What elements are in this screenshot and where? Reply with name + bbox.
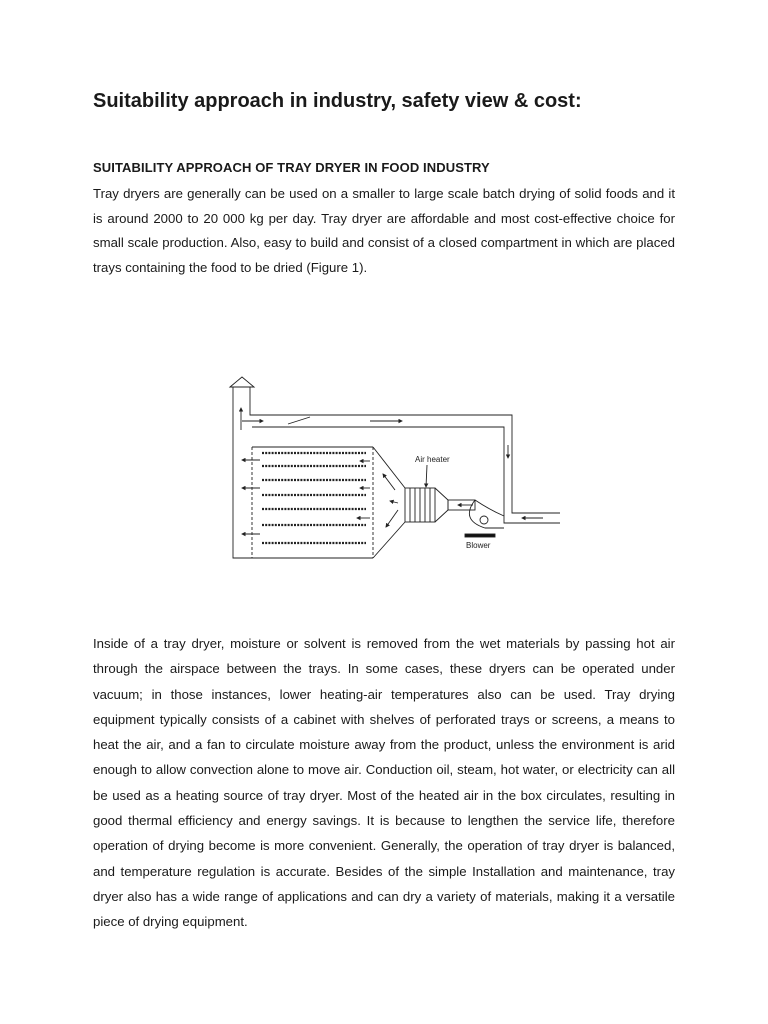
page-title: Suitability approach in industry, safety view & cost: [93,90,582,112]
description-paragraph: Inside of a tray dryer, moisture or solvent is removed from the wet materials by passing hot air through the airspace between the trays. In some cases, these dryers can be operated under vacuum; in those instances, lower heating-air temperatures also can be used. Tray drying equipment typically consists of a cabinet with shelves of perforated trays or screens, a means to heat the air, and a fan to circulate moisture away from the product, unless the environment is arid enough to allow convection alone to move air. Conduction oil, steam, hot water, or electricity can all be used as a heating source of tray dryer. Most of the heated air in the box circulates, resulting in good thermal efficiency and energy savings. It is because to lengthen the service life, therefore operation of drying become is more convenient. Generally, the operation of tray dryer is balanced, and temperature regulation is accurate. Besides of the simple Installation and maintenance, tray dryer also has a wide range of applications and can dry a variety of materials, making it a versatile piece of drying equipment. [93,636,675,930]
air-heater [405,465,475,522]
air-heater-label: Air heater [415,455,450,464]
section-heading: SUITABILITY APPROACH OF TRAY DRYER IN FOOD INDUSTRY [93,160,490,175]
chimney [230,377,560,558]
blower-label: Blower [466,541,491,550]
intro-paragraph: Tray dryers are generally can be used on a smaller to large scale batch drying of solid foods and it is around 2000 to 20 000 kg per day. Tray dryer are affordable and most cost-effective choice for small scale production. Also, easy to build and consist of a closed compartment in which are placed trays containing the food to be dried (Figure 1). [93,186,675,275]
blower [465,500,504,537]
tray-dryer-diagram [220,370,560,560]
cabinet [252,447,405,558]
